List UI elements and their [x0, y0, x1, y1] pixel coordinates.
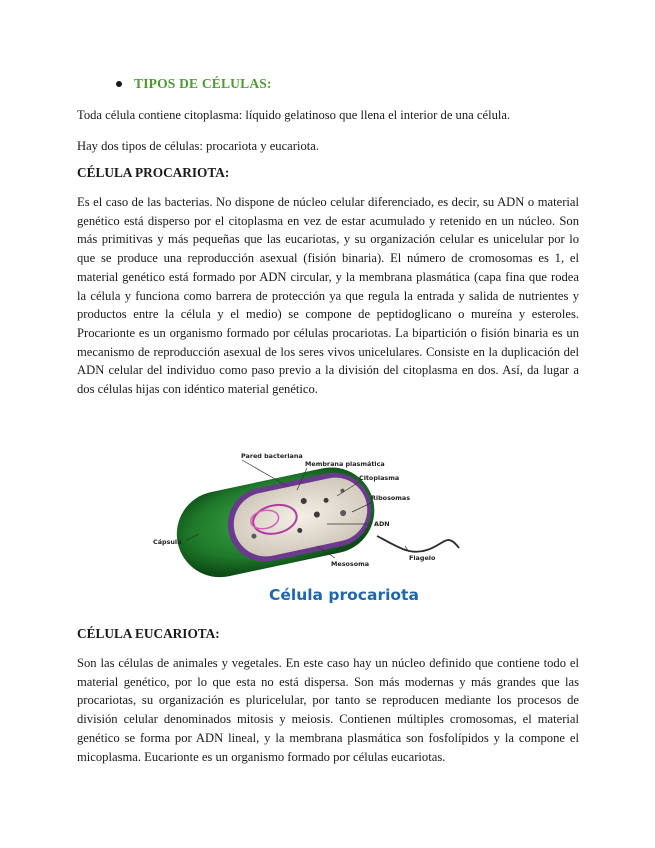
- procariota-heading: CÉLULA PROCARIOTA:: [77, 165, 230, 180]
- procariota-figure: [147, 428, 477, 610]
- label-flagelo: Flagelo: [409, 554, 436, 562]
- label-ribosomas: Ribosomas: [371, 494, 411, 502]
- label-membrana: Membrana plasmática: [305, 460, 385, 468]
- section-title: TIPOS DE CÉLULAS:: [134, 76, 272, 91]
- label-mesosoma: Mesosoma: [331, 560, 370, 568]
- intro-paragraph-2: Hay dos tipos de células: procariota y eucariota.: [77, 139, 319, 153]
- bullet-icon: [116, 81, 122, 87]
- procariota-paragraph: Es el caso de las bacterias. No dispone de núcleo celular diferenciado, es decir, su ADN o material genético está disperso por el citoplasma en vez de estar acumulado y retenido en un núcleo. Son más primitivas y más pequeñas que las eucariotas, y su organización celular es unicelular por lo que se produce una reproducción asexual (fisión binaria). El número de cromosomas es 1, el material genético está formado por ADN circular, y la membrana plasmática (capa fina que rodea la célula y funciona como barrera de protección ya que regula la entrada y salida de nutrientes y productos entre la célula y el medio) se compone de peptidoglicano o mureína y esteroles. Procarionte es un organismo formado por células procariotas. La bipartición o fisión binaria es un mecanismo de reproducción asexual de los seres vivos unicelulares. Consiste en la duplicación del ADN celular del individuo como paso previo a la división del citoplasma en dos. Así, da lugar a dos células hijas con idéntico material genético.: [77, 195, 579, 397]
- intro-paragraph-1: Toda célula contiene citoplasma: líquido gelatinoso que llena el interior de una célula.: [77, 108, 511, 122]
- eucariota-paragraph: Son las células de animales y vegetales. En este caso hay un núcleo definido que contiene todo el material genético, por lo que esta no está dispersa. Son más modernas y más grandes que las procariotas, su organización es pluricelular, por tanto se reproducen mediante los procesos de división celular denominados mitosis y meiosis. Contienen múltiples cromosomas, el material genético se forma por ADN lineal, y la membrana plasmática son fosfolípidos y la compone el micoplasma. Eucarionte es un organismo formado por células eucariotas.: [77, 656, 579, 764]
- flagellum-shape: [377, 536, 459, 552]
- bacteria-diagram: [147, 428, 477, 610]
- label-adn: ADN: [374, 520, 390, 528]
- label-pared: Pared bacteriana: [241, 452, 303, 460]
- eucariota-heading: CÉLULA EUCARIOTA:: [77, 626, 220, 641]
- figure-caption: Célula procariota: [269, 586, 419, 604]
- label-capsula: Cápsula: [153, 538, 182, 546]
- label-citoplasma: Citoplasma: [359, 474, 400, 482]
- section-title-line: [116, 76, 272, 92]
